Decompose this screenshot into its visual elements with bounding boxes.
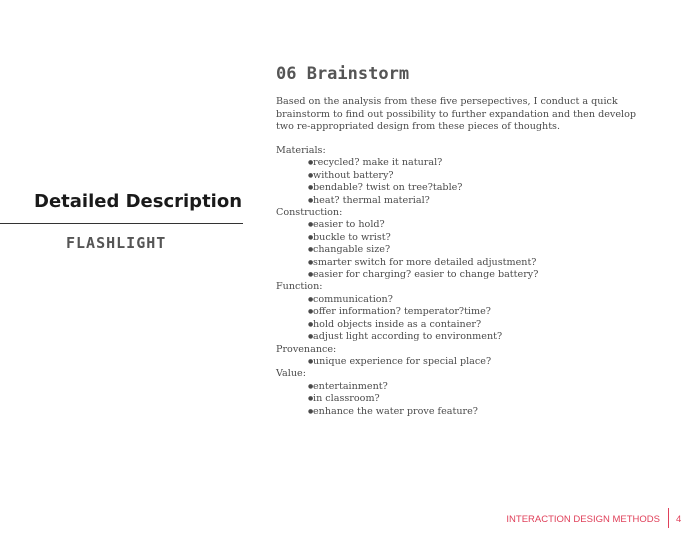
group-construction [276,207,656,281]
list-item [308,170,656,182]
group-list [276,294,656,344]
item-text: hold objects inside as a container? [313,318,482,330]
bullet-icon: ● [308,159,314,167]
list-item [308,393,656,405]
left-title: Detailed Description [34,191,243,212]
item-text: communication? [313,293,393,305]
bullet-icon: ● [308,184,314,192]
group-list [276,356,656,368]
group-list [276,219,656,281]
group-label: Construction: [276,207,343,219]
group-function [276,281,656,343]
list-item [308,406,656,418]
bullet-icon: ● [308,395,314,403]
bullet-icon: ● [308,233,314,241]
list-item [308,157,656,169]
group-list [276,157,656,207]
group-label: Provenance: [276,343,337,355]
item-text: easier for charging? easier to change battery? [313,269,539,281]
bullet-icon: ● [308,333,314,341]
left-divider [0,223,243,224]
list-item [308,331,656,343]
intro-paragraph: Based on the analysis from these five persepectives, I conduct a quick brainstorm to find out possibility to further expandation and then develop two re-appropriated design from these pieces of thoughts. [276,96,636,132]
list-item [308,244,656,256]
item-text: heat? thermal material? [313,194,430,206]
bullet-icon: ● [308,196,314,204]
bullet-icon: ● [308,320,314,328]
group-materials [276,145,656,207]
group-label: Materials: [276,145,326,156]
group-list [276,381,656,418]
footer-title: INTERACTION DESIGN METHODS [506,514,660,525]
footer-divider [668,508,669,528]
bullet-icon: ● [308,308,314,316]
bullet-icon: ● [308,357,314,365]
item-text: easier to hold? [313,219,385,231]
item-text: changable size? [313,244,391,256]
group-label: Value: [276,368,306,380]
item-text: enhance the water prove feature? [313,405,478,417]
item-text: adjust light according to environment? [313,331,503,343]
group-provenance [276,344,656,369]
bullet-icon: ● [308,258,314,266]
section-heading: 06 Brainstorm [276,64,410,84]
item-text: in classroom? [313,393,380,405]
item-text: buckle to wrist? [313,231,391,243]
bullet-icon: ● [308,171,314,179]
page-number: 4 [676,514,682,525]
item-text: smarter switch for more detailed adjustment? [313,256,537,268]
item-text: entertainment? [313,380,388,392]
left-subtitle: FLASHLIGHT [66,234,167,252]
list-item [308,232,656,244]
bullet-icon: ● [308,295,314,303]
item-text: unique experience for special place? [313,355,492,367]
list-item [308,294,656,306]
list-item [308,219,656,231]
list-item [308,319,656,331]
list-item [308,306,656,318]
list-item [308,356,656,368]
bullet-icon: ● [308,246,314,254]
brainstorm-outline [276,145,656,418]
bullet-icon: ● [308,407,314,415]
bullet-icon: ● [308,221,314,229]
bullet-icon: ● [308,271,314,279]
list-item [308,381,656,393]
group-label: Function: [276,281,323,293]
list-item [308,195,656,207]
item-text: offer information? temperator?time? [313,306,491,318]
list-item [308,182,656,194]
bullet-icon: ● [308,382,314,390]
list-item [308,269,656,281]
item-text: without battery? [313,169,394,181]
item-text: bendable? twist on tree?table? [313,182,463,194]
group-value [276,368,656,418]
list-item [308,257,656,269]
item-text: recycled? make it natural? [313,157,443,169]
